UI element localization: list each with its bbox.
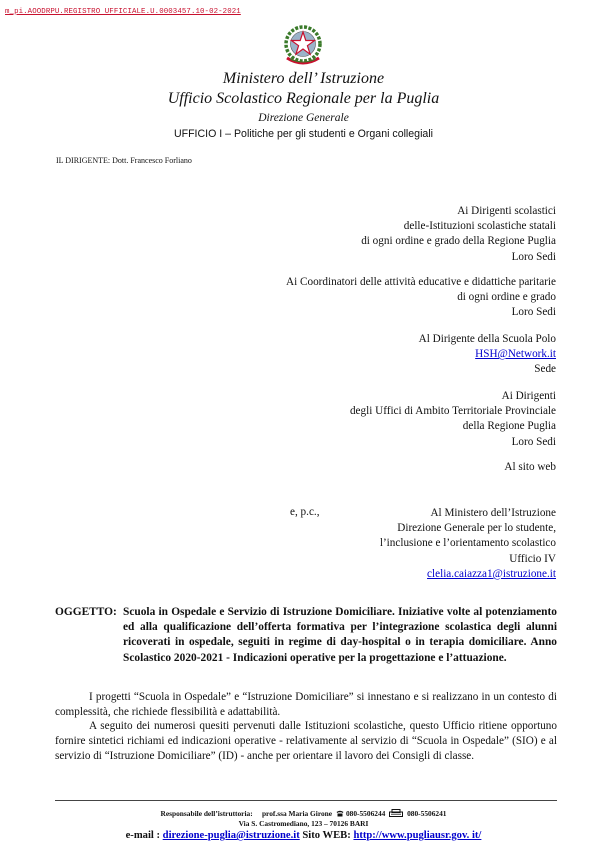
footer-responsabile-line	[0, 809, 607, 818]
recipient-line: Sede	[534, 363, 556, 376]
recipient-line: delle-Istituzioni scolastiche statali	[403, 220, 556, 233]
cc-line: Ufficio IV	[509, 552, 556, 565]
recipient-block-4	[350, 389, 556, 450]
footer-divider	[55, 800, 557, 801]
recipient-line: di ogni ordine e grado della Regione Puglia	[361, 235, 556, 248]
phone-number: 080-5506244	[345, 809, 386, 818]
recipient-line: Al Dirigente della Scuola Polo	[418, 333, 556, 345]
subject-text: Scuola in Ospedale e Servizio di Istruzione Domiciliare. Iniziative volte al potenziamento ed alla qualificazione dell’offerta formativa per l’integrazione scolastica degli alunni ricoverati in ospedale, seguiti in regime di day-hospital o in terapia domiciliare. Anno Scolastico 2020-2021 - Indicazioni operative per la progettazione e l’attuazione.	[123, 606, 557, 664]
office-title: Ufficio Scolastico Regionale per la Puglia	[167, 90, 440, 107]
recipient-block-3	[419, 332, 556, 378]
recipient-line: Ai Dirigenti	[501, 390, 556, 402]
recipient-line: di ogni ordine e grado	[457, 291, 556, 304]
recipient-block-1	[361, 204, 556, 265]
responsabile-label: Responsabile dell’istruttoria:	[160, 809, 253, 818]
recipient-line: Ai Coordinatori delle attività educative e didattiche paritarie	[286, 276, 556, 288]
recipient-line: Al sito web	[504, 461, 556, 473]
recipient-block-5	[504, 460, 556, 475]
protocol-stamp: m_pi.AOODRPU.REGISTRO UFFICIALE.U.0003457.10-02-2021	[5, 8, 241, 16]
cc-line: Direzione Generale per lo studente,	[397, 522, 556, 535]
recipient-line: Ai Dirigenti scolastici	[457, 205, 556, 217]
office-email-link[interactable]: direzione-puglia@istruzione.it	[162, 830, 300, 841]
fax-icon	[389, 809, 403, 817]
office-website-link[interactable]: http://www.pugliausr.gov. it/	[353, 830, 482, 841]
recipient-line: Loro Sedi	[511, 250, 556, 263]
responsabile-name: prof.ssa Maria Girone	[261, 809, 333, 818]
body-paragraph: A seguito dei numerosi quesiti pervenuti dalle Istituzioni scolastiche, questo Ufficio ritiene opportuno fornire sintetici richiami ed indicazioni operative - relativamente al servizio di “Scuola in Ospedale” (SIO) e al servizio di “Istruzione Domiciliare” (ID) - anche per orientare il lavoro dei Consigli di classe.	[55, 720, 557, 763]
footer-address: Via S. Castromediano, 123 – 70126 BARI	[238, 819, 369, 828]
recipient-line: Loro Sedi	[511, 435, 556, 448]
direction-title: Direzione Generale	[258, 112, 349, 124]
cc-block	[380, 506, 556, 582]
email-label: e-mail :	[125, 830, 161, 841]
cc-line: l’inclusione e l’orientamento scolastico	[379, 537, 556, 550]
cc-line: Al Ministero dell’Istruzione	[430, 507, 556, 519]
italian-republic-emblem-icon	[281, 22, 325, 68]
dirigente-line: IL DIRIGENTE: Dott. Francesco Forliano	[56, 156, 192, 165]
web-label: Sito WEB:	[302, 830, 351, 841]
phone-icon	[336, 810, 344, 817]
footer-contacts-line	[0, 830, 607, 841]
fax-number: 080-5506241	[407, 809, 447, 818]
recipient-line: degli Uffici di Ambito Territoriale Provinciale	[349, 405, 556, 418]
recipient-line: Loro Sedi	[511, 306, 556, 319]
subject-label: OGGETTO:	[55, 606, 117, 618]
department-title: UFFICIO I – Politiche per gli studenti e Organi collegiali	[173, 128, 434, 140]
recipient-block-2	[286, 275, 556, 321]
cc-label: e, p.c.,	[290, 506, 320, 518]
cc-email-link[interactable]: clelia.caiazza1@istruzione.it	[427, 567, 556, 580]
ministry-title: Ministero dell’ Istruzione	[222, 70, 385, 87]
recipient-line: della Regione Puglia	[462, 420, 556, 433]
body-paragraph: I progetti “Scuola in Ospedale” e “Istruzione Domiciliare” si innestano e si realizzano in un contesto di complessità, che richiede flessibilità e adattabilità.	[55, 691, 557, 719]
scuola-polo-email-link[interactable]: HSH@Network.it	[475, 348, 556, 361]
